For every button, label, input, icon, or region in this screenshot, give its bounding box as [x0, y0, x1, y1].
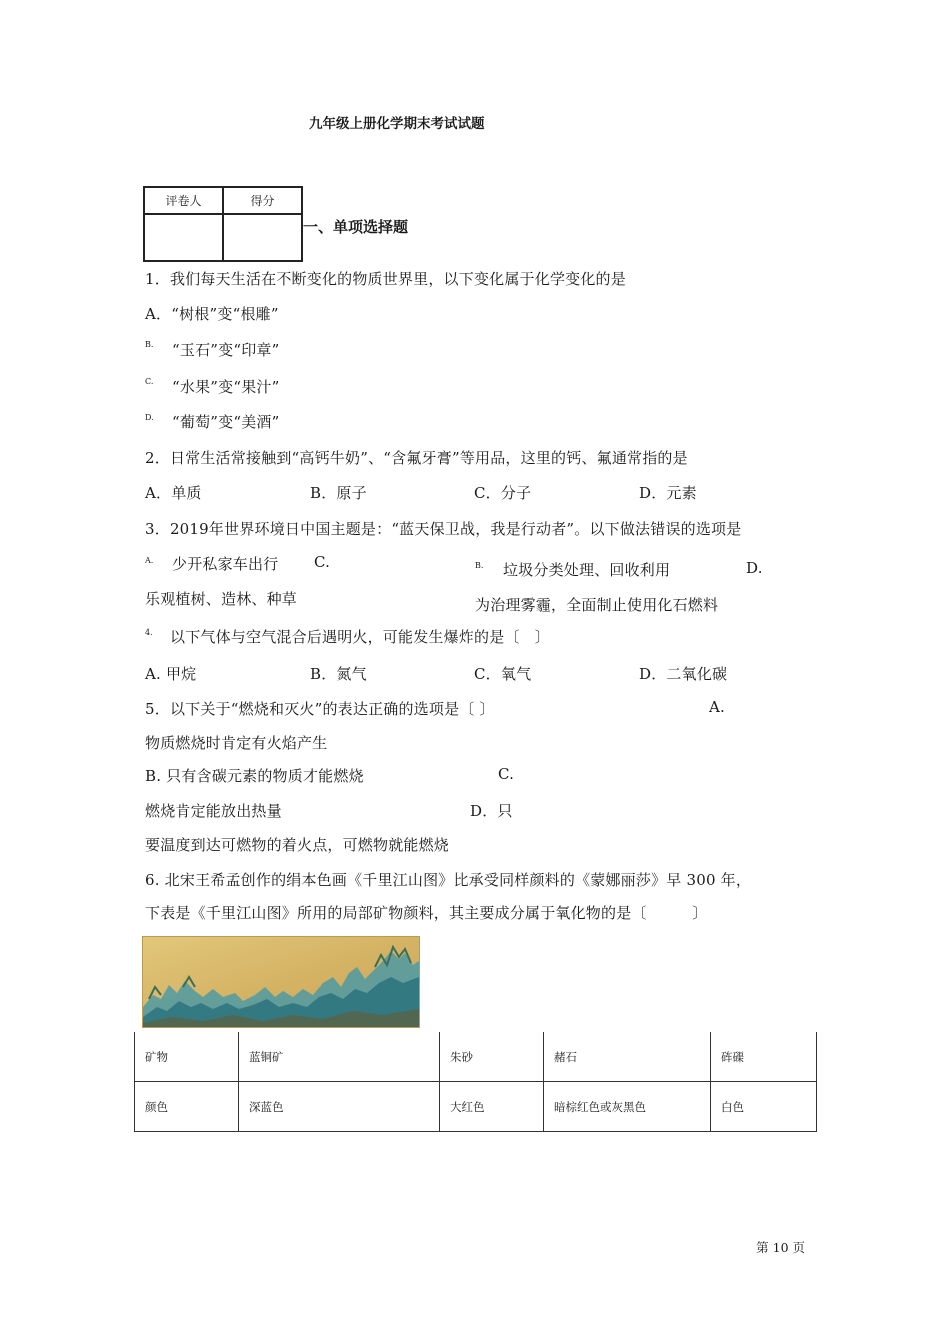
score-label: 得分: [223, 187, 302, 214]
q5-option-a-label: A.: [709, 698, 726, 716]
q3-option-d-text: 为治理雾霾，全面制止使用化石燃料: [475, 596, 719, 614]
score-box: [143, 186, 303, 262]
grader-label: 评卷人: [144, 187, 223, 214]
q3-option-c-text: 乐观植树、造林、种草: [145, 590, 298, 608]
q1-option-b: “玉石”变“印章”: [172, 341, 280, 359]
table-cell: 白色: [711, 1082, 817, 1132]
q5-option-c-label: C.: [498, 765, 515, 783]
q3-option-a: 少开私家车出行: [172, 555, 279, 573]
q4-option-d: D．二氧化碳: [639, 665, 728, 683]
q4-option-b: B．氮气: [310, 665, 367, 683]
table-cell: 颜色: [135, 1082, 239, 1132]
landscape-painting-image: [142, 936, 420, 1028]
q5-option-a-text: 物质燃烧时肯定有火焰产生: [145, 734, 328, 752]
q5-option-b: B. 只有含碳元素的物质才能燃烧: [145, 767, 364, 785]
q1-option-a: A．“树根”变“根雕”: [145, 305, 279, 323]
table-cell: 砗磲: [711, 1032, 817, 1082]
table-cell: 赭石: [544, 1032, 711, 1082]
q2-option-d: D．元素: [639, 484, 697, 502]
table-cell: 蓝铜矿: [239, 1032, 440, 1082]
q3-option-a-mark: A.: [145, 556, 154, 565]
q3-option-c-label: C.: [314, 553, 331, 571]
q4-option-c: C．氧气: [474, 665, 532, 683]
q1-option-c: “水果”变“果汁”: [172, 378, 280, 396]
q1-stem: 1．我们每天生活在不断变化的物质世界里，以下变化属于化学变化的是: [145, 270, 626, 288]
table-row: [135, 1082, 817, 1132]
grader-cell: [144, 214, 223, 261]
q3-option-d-label: D.: [746, 559, 763, 577]
q1-option-d-mark: D.: [145, 413, 154, 422]
q3-stem: 3．2019年世界环境日中国主题是：“蓝天保卫战，我是行动者”。以下做法错误的选项是: [145, 520, 742, 538]
q1-option-c-mark: C.: [145, 377, 154, 386]
q2-option-c: C．分子: [474, 484, 532, 502]
section-title: 一、单项选择题: [303, 218, 409, 236]
table-cell: 矿物: [135, 1032, 239, 1082]
q5-stem: 5．以下关于“燃烧和灭火”的表达正确的选项是〔 〕: [145, 700, 495, 718]
page-number: 第 10 页: [756, 1240, 805, 1255]
q4-number: 4.: [145, 628, 153, 637]
q6-stem-line1: 6. 北宋王希孟创作的绢本色画《千里江山图》比承受同样颜料的《蒙娜丽莎》早 300 年，: [145, 871, 752, 889]
q3-option-b-mark: B.: [475, 561, 484, 570]
q4-option-a: A. 甲烷: [145, 665, 197, 683]
q1-option-d: “葡萄”变“美酒”: [172, 413, 280, 431]
score-cell: [223, 214, 302, 261]
page-title: 九年级上册化学期末考试试题: [309, 116, 485, 132]
q3-option-b: 垃圾分类处理、回收利用: [503, 561, 671, 579]
q4-stem: 以下气体与空气混合后遇明火，可能发生爆炸的是〔 〕: [170, 628, 551, 646]
table-cell: 朱砂: [440, 1032, 544, 1082]
q5-option-c-text: 燃烧肯定能放出热量: [145, 802, 282, 820]
q6-stem-line2: 下表是《千里江山图》所用的局部矿物颜料，其主要成分属于氧化物的是〔 〕: [145, 904, 708, 922]
q1-option-b-mark: B.: [145, 340, 154, 349]
q5-option-d-text: 要温度到达可燃物的着火点，可燃物就能燃烧: [145, 836, 450, 854]
q5-option-d-label: D．只: [470, 802, 513, 820]
mineral-pigment-table: [134, 1032, 817, 1132]
table-cell: 暗棕红色或灰黑色: [544, 1082, 711, 1132]
table-row: [135, 1032, 817, 1082]
table-cell: 大红色: [440, 1082, 544, 1132]
q2-option-a: A．单质: [145, 484, 202, 502]
q2-stem: 2．日常生活常接触到“高钙牛奶”、“含氟牙膏”等用品，这里的钙、氟通常指的是: [145, 449, 688, 467]
table-cell: 深蓝色: [239, 1082, 440, 1132]
q2-option-b: B．原子: [310, 484, 367, 502]
